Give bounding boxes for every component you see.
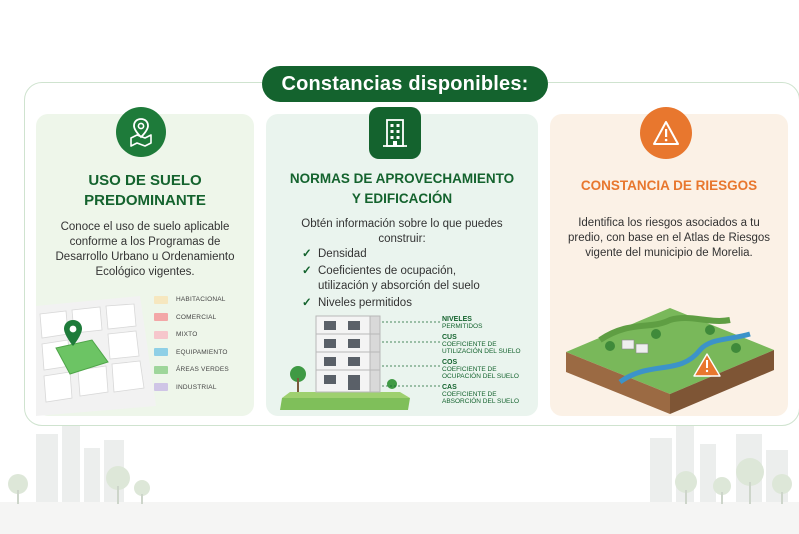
checklist bbox=[302, 247, 522, 313]
land-use-map-illustration bbox=[36, 296, 156, 416]
card-2-description: Obtén información sobre lo que puedes construir: bbox=[301, 218, 503, 245]
warning-icon bbox=[640, 107, 692, 159]
checklist-item: ✓ Niveles permitidos bbox=[302, 297, 412, 309]
check-icon: ✓ bbox=[302, 265, 312, 277]
map-pin-marker-icon bbox=[62, 320, 84, 346]
label-cos: COS COEFICIENTE DE OCUPACIÓN DEL SUELO bbox=[442, 359, 519, 380]
label-niveles: NIVELES PERMITIDOS bbox=[442, 316, 483, 330]
card-1-description: Conoce el uso de suelo aplicable conforme a los Programas de Desarrollo Urbano u Ordenamiento Ecológico vigentes. bbox=[55, 221, 235, 278]
legend-item: HABITACIONAL bbox=[154, 291, 246, 308]
checklist-item: ✓ Densidad bbox=[302, 248, 367, 260]
label-cas: CAS COEFICIENTE DE ABSORCIÓN DEL SUELO bbox=[442, 384, 520, 405]
card-3-title: CONSTANCIA DE RIESGOS bbox=[580, 178, 758, 193]
legend-item: MIXTO bbox=[154, 326, 246, 343]
card-3-description: Identifica los riesgos asociados a tu predio, con base en el Atlas de Riesgos vigente del municipio de Morelia. bbox=[567, 217, 771, 259]
legend-item: INDUSTRIAL bbox=[154, 379, 246, 396]
label-cus: CUS COEFICIENTE DE UTILIZACIÓN DEL SUELO bbox=[442, 334, 521, 355]
checklist-item: ✓ Coeficientes de ocupación, utilización y absorción del suelo bbox=[302, 265, 480, 292]
card-1-title: USO DE SUELO PREDOMINANTE bbox=[84, 172, 206, 209]
check-icon: ✓ bbox=[302, 248, 312, 260]
legend-item: ÁREAS VERDES bbox=[154, 361, 246, 378]
building-icon bbox=[369, 107, 421, 159]
building-illustration bbox=[280, 312, 440, 416]
card-2-title: NORMAS DE APROVECHAMIENTO Y EDIFICACIÓN bbox=[289, 171, 515, 206]
legend-item: COMERCIAL bbox=[154, 309, 246, 326]
check-icon: ✓ bbox=[302, 297, 312, 309]
legend-item: EQUIPAMIENTO bbox=[154, 344, 246, 361]
land-use-legend bbox=[154, 291, 246, 396]
terrain-risk-illustration bbox=[560, 290, 780, 416]
map-pin-icon bbox=[116, 107, 166, 157]
background-skyline bbox=[0, 414, 799, 534]
page-title: Constancias disponibles: bbox=[262, 66, 548, 102]
